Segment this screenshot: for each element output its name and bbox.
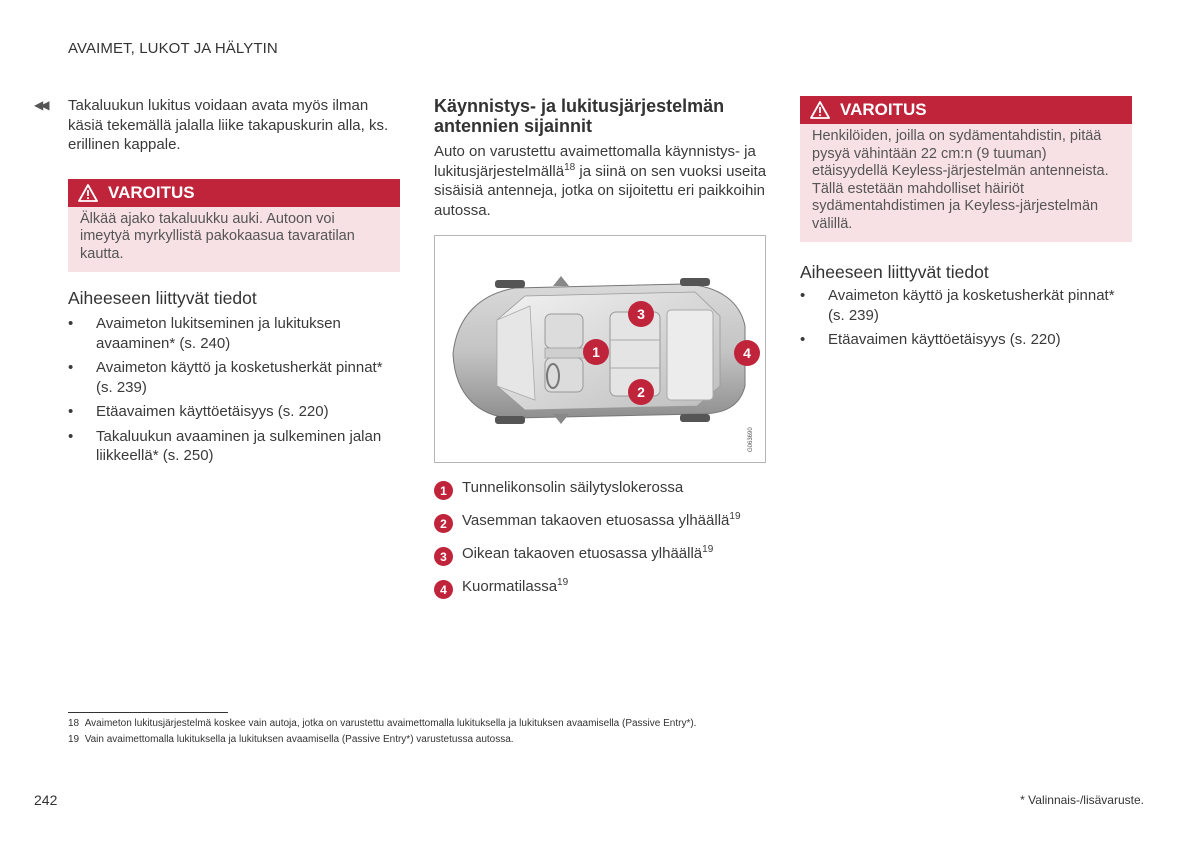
warning-header [68,179,400,207]
footnote-number: 19 [68,734,80,745]
marker-label: 1 [592,344,600,360]
legend-number: 1 [434,481,453,500]
warning-triangle-icon [810,101,830,119]
related-list [800,286,1132,350]
footnote [68,718,696,729]
legend-text: Tunnelikonsolin säilytyslokerossa [462,479,684,496]
marker-label: 3 [637,306,645,322]
intro-paragraph: Takaluukun lukitus voidaan avata myös ilman käsiä tekemällä jalalla liike takapuskurin alla, ks. erillinen kappale. [68,97,389,153]
right-column [800,96,1132,350]
legend-item [434,545,774,578]
footnote-ref: 19 [729,511,741,522]
related-link[interactable]: • Avaimeton lukitseminen ja lukituksen avaaminen* (s. 240) [68,314,400,353]
car-top-view-illustration [435,236,765,462]
antenna-marker-1 [583,339,609,365]
marker-label: 2 [637,384,645,400]
antenna-figure [434,235,766,463]
page-header: AVAIMET, LUKOT JA HÄLYTIN [68,40,278,57]
footnote-ref: 19 [702,544,714,555]
antenna-marker-3 [628,301,654,327]
legend-number: 2 [434,514,453,533]
footnote-ref: 18 [564,161,576,173]
footnote [68,734,514,745]
antenna-marker-2 [628,379,654,405]
related-heading: Aiheeseen liittyvät tiedot [800,262,989,282]
related-link[interactable]: • Avaimeton käyttö ja kosketusherkät pinnat* (s. 239) [68,358,400,397]
warning-text: Henkilöiden, joilla on sydämentahdistin, pitää pysyä vähintään 22 cm:n (9 tuuman) etäisyydellä Keyless-järjestelmän antenneista. Tällä estetään mahdolliset häiriöt sydämentahdistimen ja Keyless-järjestelmän välillä. [800,124,1132,242]
warning-title: VAROITUS [108,182,195,202]
middle-column [434,96,769,220]
legend-number: 4 [434,580,453,599]
section-intro [434,142,769,220]
warning-box [68,179,400,273]
related-heading: Aiheeseen liittyvät tiedot [68,288,257,308]
figure-legend [434,479,774,611]
legend-text: Oikean takaoven etuosassa ylhäällä [462,545,703,562]
legend-text: Kuormatilassa [462,578,558,595]
footnote-number: 18 [68,718,80,729]
related-link[interactable]: • Avaimeton käyttö ja kosketusherkät pinnat* (s. 239) [800,286,1132,325]
legend-text: Vasemman takaoven etuosassa ylhäällä [462,512,730,529]
footnote-divider [68,712,228,713]
warning-header [800,96,1132,124]
legend-item [434,479,774,512]
legend-number: 3 [434,547,453,566]
intro-text-start: Auto on varustettu avaimettomalla käynnistys- ja lukitusjärjestelmällä [434,143,756,180]
related-link[interactable]: • Takaluukun avaaminen ja sulkeminen jalan liikkeellä* (s. 250) [68,427,400,466]
antenna-marker-4 [734,340,760,366]
related-list [68,314,400,466]
legend-item [434,578,774,611]
footnote-text: Vain avaimettomalla lukituksella ja lukituksen avaamisella (Passive Entry*) varustetussa autossa. [84,734,514,745]
page-number: 242 [34,792,58,808]
marker-label: 4 [743,345,751,361]
footnote-ref: 19 [557,577,569,588]
optional-equipment-note: * Valinnais-/lisävaruste. [1020,793,1144,807]
warning-text: Älkää ajako takaluukku auki. Autoon voi imeytyä myrkyllistä pakokaasua tavaratilan kautta. [68,207,400,273]
intro-text-end: ja siinä on sen vuoksi useita sisäisiä antenneja, jotka on sijoitettu eri paikkoihin autossa. [434,162,767,219]
warning-box [800,96,1132,242]
continue-icon: ◀◀ [34,98,47,112]
left-column [34,96,400,466]
figure-code: G063690 [748,427,754,452]
legend-item [434,512,774,545]
warning-triangle-icon [78,184,98,202]
related-link[interactable]: • Etäavaimen käyttöetäisyys (s. 220) [800,330,1132,350]
footnote-text: Avaimeton lukitusjärjestelmä koskee vain autoja, jotka on varustettu avaimettomalla lukituksella ja lukituksen avaamisella (Passive Entry*). [84,718,697,729]
warning-title: VAROITUS [840,100,927,119]
section-heading: Käynnistys- ja lukitusjärjestelmän antennien sijainnit [434,96,725,136]
related-link[interactable]: • Etäavaimen käyttöetäisyys (s. 220) [68,402,400,422]
